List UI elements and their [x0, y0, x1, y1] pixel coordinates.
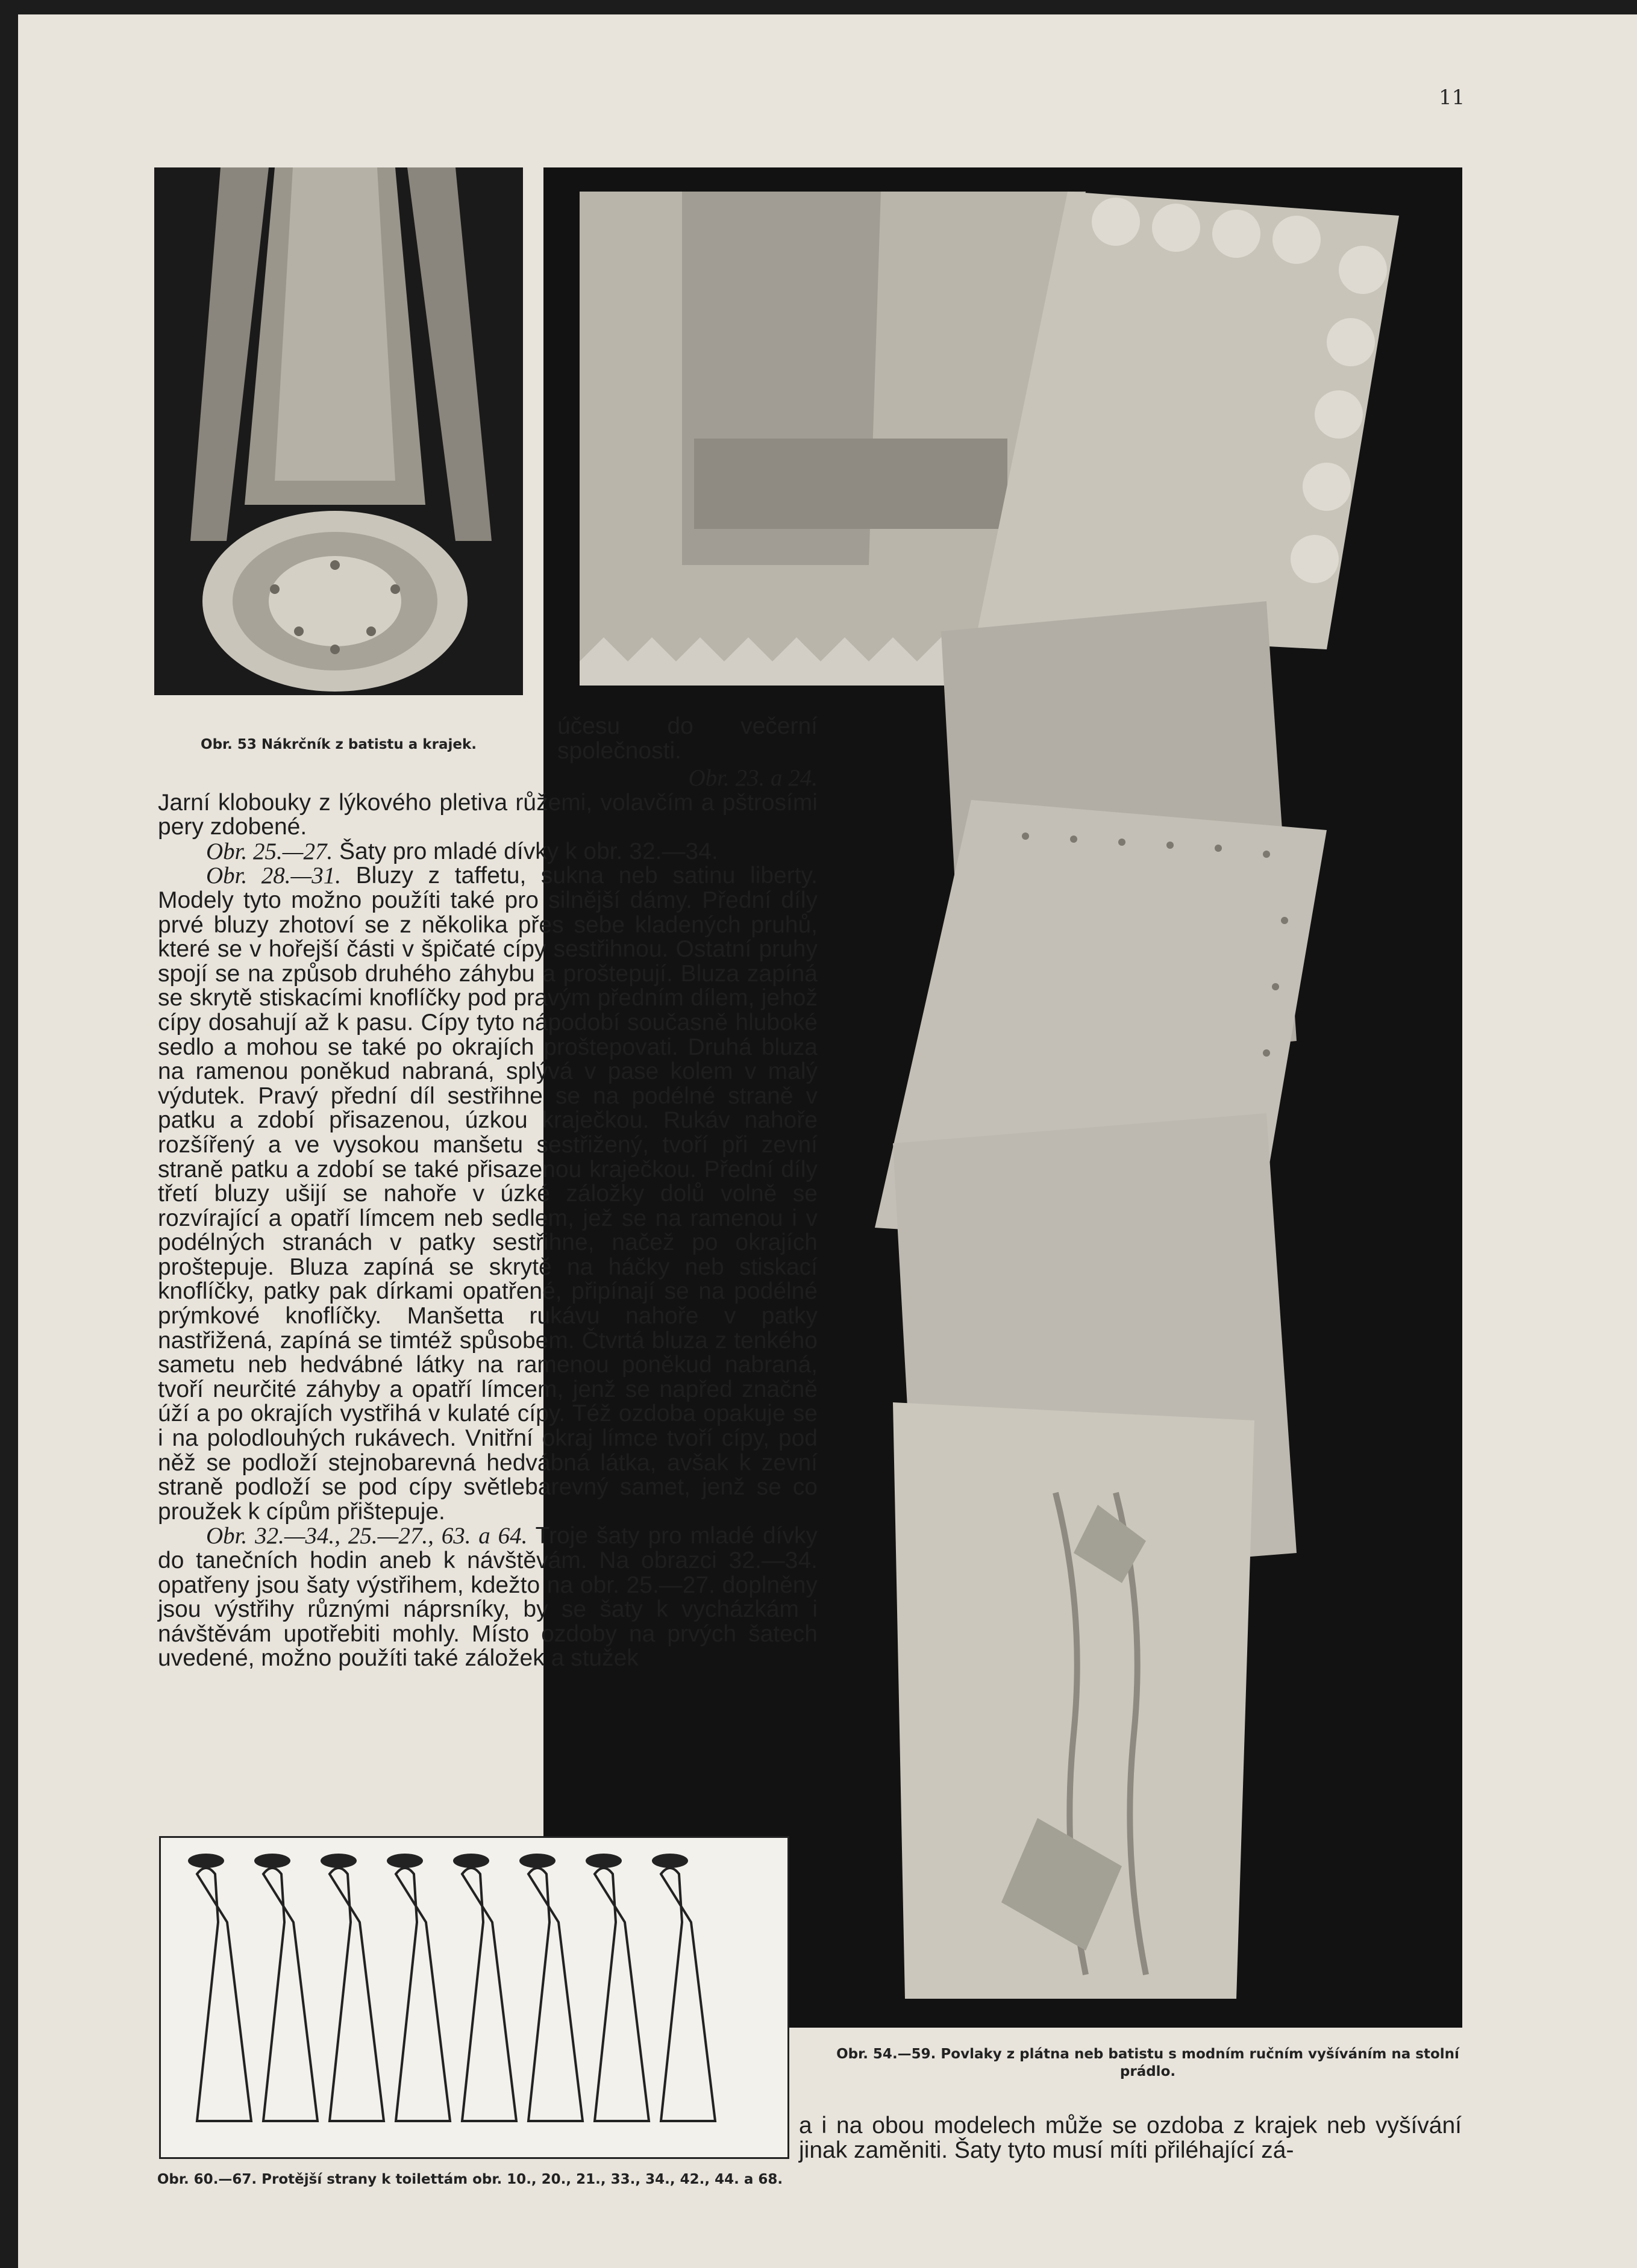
bottom-right-text-body: a i na obou modelech může se ozdoba z krajek neb vyšívání jinak zaměniti. Šaty tyto musí míti přiléhající zá- [799, 2113, 1462, 2163]
figure-60-67-caption: Obr. 60.—67. Protější strany k toilettám obr. 10., 20., 21., 33., 34., 42., 44. a 68. [157, 2172, 783, 2187]
body-column [158, 766, 818, 1671]
fig32-34-label: Obr. 32.—34., 25.—27., 63. a 64. [206, 1523, 528, 1549]
intro-continuation [557, 714, 818, 763]
fig25-27-label: Obr. 25.—27. [206, 838, 333, 864]
fig28-31-label: Obr. 28.—31. [206, 863, 341, 889]
fig25-27-text: Šaty pro mladé dívky k obr. 32.—34. [339, 838, 718, 864]
figure-54-59-caption: Obr. 54.—59. Povlaky z plátna neb batistu s modním ručním vyšíváním na stolní prádlo. [836, 2046, 1459, 2079]
fig23-24-text: Jarní klobouky z lýkového pletiva růžemi, volavčím a pštrosími pery zdobené. [158, 789, 818, 840]
page-number: 11 [1439, 86, 1465, 110]
intro-continuation-text: účesu do večerní společnosti. [557, 713, 818, 764]
fig32-34-text: Troje šaty pro mladé dívky do tanečních hodin aneb k návštěvám. Na obrazci 32.—34. opatřeny jsou šaty výstřihem, kdežto na obr. 25.—27. doplněny jsou výstřihy různými náprsníky, by se šaty k vycházkám i návštěvám upotřebiti mohly. Místo ozdoby na prvých šatech uvedené, možno použíti také záložek a stužek [158, 1523, 818, 1672]
figure-53-photo [154, 167, 523, 695]
lace-collar-image [154, 167, 523, 695]
fashion-figures-drawing [161, 1838, 787, 2157]
fig28-31-text: Bluzy z taffetu, sukna neb satinu liberty. Modely tyto možno použíti také pro silnější dámy. Přední díly prvé bluzy zhotoví se z několika přes sebe kladených pruhů, které se v hořejší části v špičaté cípy sestřihnou. Ostatní pruhy spojí se na způsob druhého záhybu a proštepují. Bluza zapíná se skrytě stiskacími knoflíčky pod pravým předním dílem, jehož cípy dosahují až k pasu. Cípy tyto nápodobí současně hluboké sedlo a mohou se také po okrajích proštepovati. Druhá bluza na ramenou poněkud nabraná, splývá v pase kolem v malý výdutek. Pravý přední díl sestřihne se na podélné straně v patku a zdobí přisazenou, úzkou kraječkou. Rukáv nahoře rozšířený a ve vysokou manšetu sestřižený, tvoří při zevní straně patku a zdobí se také přisazenou kraječkou. Přední díly třetí bluzy ušijí se nahoře v úzké záložky dolů volně se rozvírající a opatří límcem neb sedlem, jež se na ramenou i v podélných stranách v patky sestřihne, načež po okrajích proštepuje. Bluza zapíná se skrytě na háčky neb stiskací knoflíčky, patky pak dírkami opatřené, připínají se na podélné prýmkové knoflíčky. Manšetta rukávu nahoře v patky nastřižená, zapíná se timtéž spůsobem. Čtvrtá bluza z tenkého sametu neb hedvábné látky na ramenou poněkud nabraná, tvoří neurčité záhyby a opatří límcem, jenž se napřed značně úží a po okrajích vystřihá v kulaté cípy. Též ozdoba opakuje se i na polodlouhých rukávech. Vnitřní okraj límce tvoří cípy, pod něž se podloží stejnobarevná hedvábná látka, avšak k zevní straně podloží se pod cípy světlebarevný samet, jenž se co proužek k cípům přištepuje. [158, 863, 818, 1525]
fig23-24-label: Obr. 23. a 24. [688, 765, 818, 791]
figure-53-caption: Obr. 53 Nákrčník z batistu a krajek. [201, 737, 477, 752]
figure-60-67-sketch [159, 1836, 789, 2159]
bottom-right-text [799, 2114, 1462, 2163]
page [18, 14, 1637, 2268]
